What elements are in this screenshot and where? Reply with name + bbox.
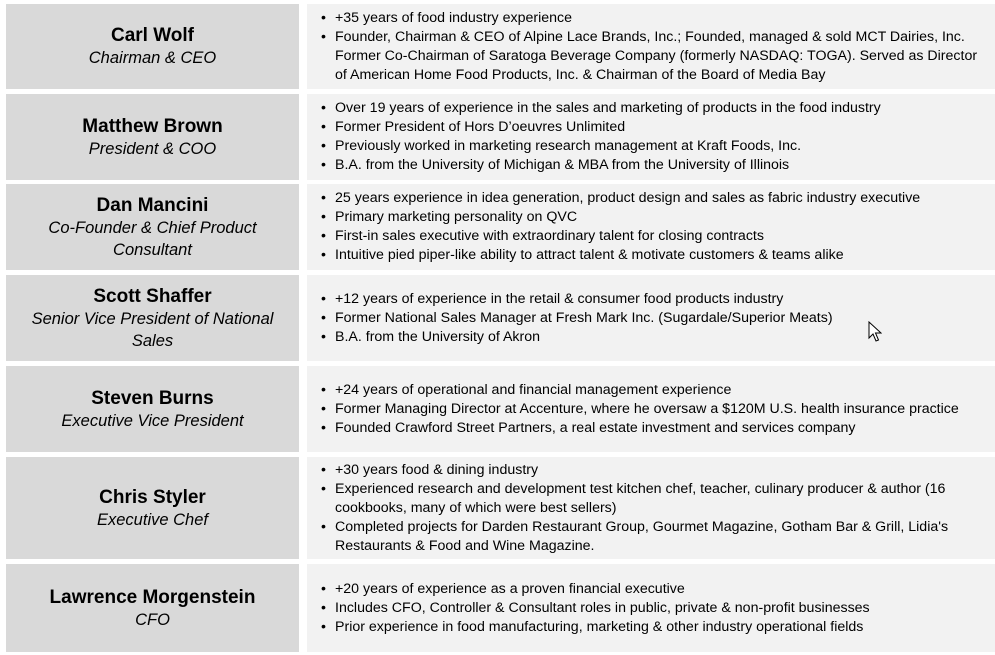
bio-list <box>321 9 989 85</box>
person-row-scott-shaffer <box>6 275 995 361</box>
bio-list <box>321 99 989 175</box>
person-header <box>6 94 299 180</box>
bio-bullet: • Previously worked in marketing research management at Kraft Foods, Inc. <box>321 137 989 156</box>
bio-bullet: • Over 19 years of experience in the sales and marketing of products in the food industry <box>321 99 989 118</box>
person-bio <box>307 366 995 452</box>
bio-bullet: • B.A. from the University of Michigan & MBA from the University of Illinois <box>321 156 989 175</box>
person-title: Executive Vice President <box>61 411 244 430</box>
person-name: Scott Shaffer <box>93 285 212 307</box>
person-bio <box>307 4 995 89</box>
bio-list <box>321 381 989 438</box>
bio-bullet: • First-in sales executive with extraordinary talent for closing contracts <box>321 227 989 246</box>
person-row-lawrence-morgenstein <box>6 564 995 652</box>
person-bio <box>307 184 995 270</box>
bio-list <box>321 461 989 556</box>
bio-bullet: • Former President of Hors D’oeuvres Unlimited <box>321 118 989 137</box>
bio-list <box>321 189 989 265</box>
person-name: Carl Wolf <box>110 25 195 46</box>
person-row-carl-wolf <box>6 4 995 89</box>
bio-bullet: • Completed projects for Darden Restaurant Group, Gourmet Magazine, Gotham Bar & Grill, Lidia's Restaurants & Food and Wine Magazine. <box>321 518 989 556</box>
bio-bullet: • +30 years food & dining industry <box>321 461 989 480</box>
person-row-chris-styler <box>6 457 995 559</box>
person-bio <box>307 564 995 652</box>
bio-bullet: • Prior experience in food manufacturing, marketing & other industry operational fields <box>321 618 989 637</box>
bio-list <box>321 580 989 637</box>
person-row-dan-mancini <box>6 184 995 270</box>
person-title: Co-Founder & Chief Product Consultant <box>48 218 257 259</box>
bio-list <box>321 290 989 347</box>
person-header <box>6 4 299 89</box>
person-bio <box>307 275 995 361</box>
bio-bullet: • +24 years of operational and financial management experience <box>321 381 989 400</box>
person-header <box>6 564 299 652</box>
bio-bullet: • Intuitive pied piper-like ability to attract talent & motivate customers & teams alike <box>321 246 989 265</box>
person-title: Chairman & CEO <box>88 49 217 67</box>
bio-bullet: • B.A. from the University of Akron <box>321 328 989 347</box>
mouse-cursor-icon <box>868 321 882 343</box>
person-title: Senior Vice President of National Sales <box>31 309 274 350</box>
person-title: CFO <box>135 610 170 629</box>
bio-bullet: • 25 years experience in idea generation, product design and sales as fabric industry executive <box>321 189 989 208</box>
bio-bullet: • Experienced research and development test kitchen chef, teacher, culinary producer & author (16 cookbooks, many of which were best sellers) <box>321 480 989 518</box>
bio-bullet: • Former National Sales Manager at Fresh Mark Inc. (Sugardale/Superior Meats) <box>321 309 989 328</box>
person-name: Chris Styler <box>99 486 206 508</box>
person-row-matthew-brown <box>6 94 995 180</box>
bio-bullet: • Founder, Chairman & CEO of Alpine Lace Brands, Inc.; Founded, managed & sold MCT Dairies, Inc. Former Co-Chairman of Saratoga Beverage Company (formerly NASDAQ: TOGA). Served as Director of American Home Food Products, Inc. & Chairman of the Board of Media Bay <box>321 28 989 85</box>
person-bio <box>307 457 995 559</box>
person-name: Lawrence Morgenstein <box>49 586 256 608</box>
bio-bullet: • Primary marketing personality on QVC <box>321 208 989 227</box>
person-name: Steven Burns <box>91 387 214 409</box>
person-header <box>6 457 299 559</box>
person-row-steven-burns <box>6 366 995 452</box>
person-header <box>6 366 299 452</box>
person-name: Dan Mancini <box>96 194 209 216</box>
person-bio <box>307 94 995 180</box>
person-title: President & COO <box>88 139 217 158</box>
bio-bullet: • +20 years of experience as a proven financial executive <box>321 580 989 599</box>
person-header <box>6 184 299 270</box>
person-name: Matthew Brown <box>82 115 223 137</box>
bio-bullet: • Includes CFO, Controller & Consultant roles in public, private & non-profit businesses <box>321 599 989 618</box>
person-header <box>6 275 299 361</box>
bio-bullet: • Founded Crawford Street Partners, a real estate investment and services company <box>321 419 989 438</box>
person-title: Executive Chef <box>97 510 208 529</box>
bio-bullet: • +12 years of experience in the retail & consumer food products industry <box>321 290 989 309</box>
bio-bullet: • Former Managing Director at Accenture, where he oversaw a $120M U.S. health insurance practice <box>321 400 989 419</box>
bio-bullet: • +35 years of food industry experience <box>321 9 989 28</box>
